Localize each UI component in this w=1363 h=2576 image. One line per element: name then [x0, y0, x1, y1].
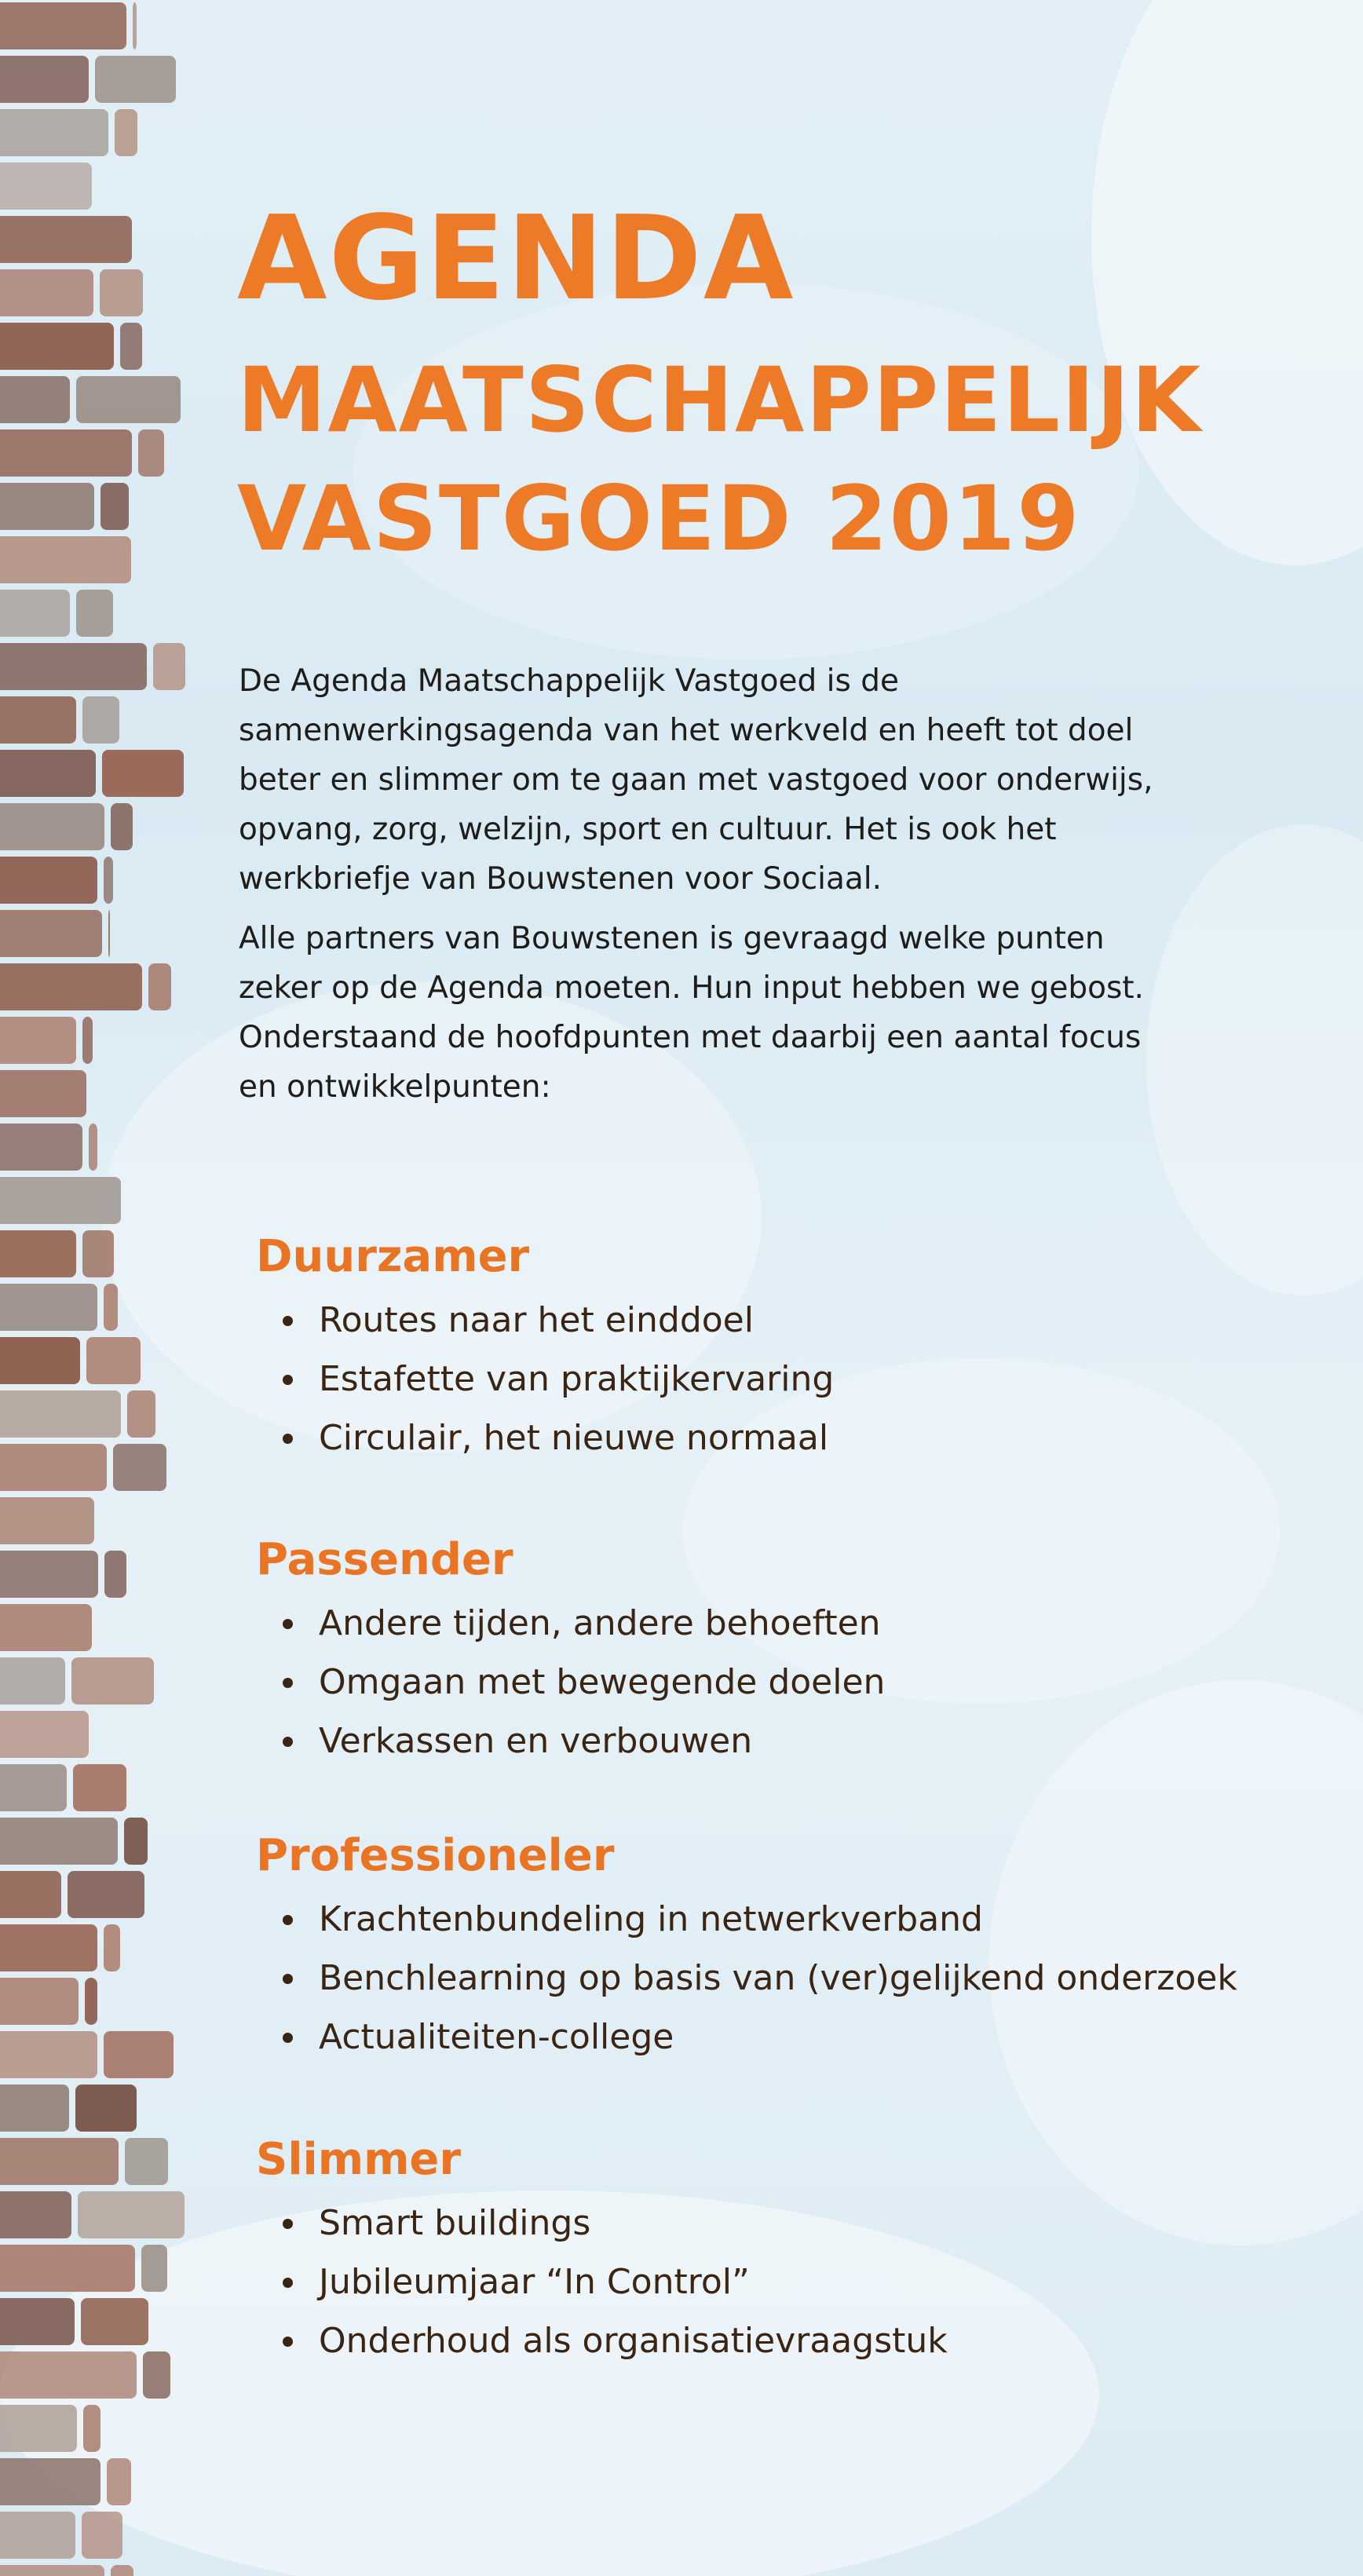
brick: [0, 1177, 121, 1224]
list-item: Benchlearning op basis van (ver)gelijkend onderzoek: [278, 1949, 1237, 2008]
brick: [111, 2565, 133, 2576]
brick: [0, 1444, 107, 1491]
brick: [0, 2085, 69, 2132]
brick: [95, 56, 176, 103]
list-item: Krachtenbundeling in netwerkverband: [278, 1890, 1237, 1949]
brick: [138, 429, 164, 477]
brick: [78, 2191, 185, 2238]
title-line-maatschappelijk: MAATSCHAPPELIJK: [237, 348, 1203, 452]
brick: [0, 2458, 100, 2505]
brick: [0, 643, 147, 690]
brick: [89, 1124, 97, 1171]
brick: [0, 536, 131, 583]
brick: [0, 2031, 97, 2078]
brick: [104, 857, 113, 904]
bullet-list: [256, 1890, 1237, 2066]
brick: [125, 2138, 168, 2185]
brick: [0, 910, 102, 957]
brick: [107, 2458, 131, 2505]
title-line-vastgoed: VASTGOED 2019: [237, 466, 1081, 571]
brick: [83, 2405, 100, 2452]
brick: [104, 1284, 118, 1331]
section-heading: Passender: [256, 1534, 513, 1585]
intro-paragraph-1: De Agenda Maatschappelijk Vastgoed is de samenwerkingsagenda van het werkveld en heeft tot doel beter en slimmer om te gaan met vastgoed voor onderwijs, opvang, zorg, welzijn, sport en cultuur. Het is ook het werkbriefje van Bouwstenen voor Sociaal.: [239, 663, 1153, 897]
section-heading: Duurzamer: [256, 1231, 530, 1282]
brick: [0, 1284, 97, 1331]
brick: [104, 2031, 174, 2078]
list-item: Andere tijden, andere behoeften: [278, 1594, 885, 1653]
brick: [0, 1978, 79, 2025]
brick: [0, 1230, 76, 1277]
brick: [0, 2565, 104, 2576]
list-item: Onderhoud als organisatievraagstuk: [278, 2311, 948, 2370]
brick: [0, 1924, 97, 1971]
brick: [141, 2245, 167, 2292]
brick: [0, 1551, 98, 1598]
brick: [108, 910, 110, 957]
brick: [0, 1337, 80, 1384]
brick: [0, 2191, 71, 2238]
brick: [148, 963, 171, 1010]
section-duurzamer: [256, 1230, 834, 1467]
brick: [71, 1657, 154, 1705]
brick: [0, 429, 132, 477]
brick: [0, 376, 70, 423]
brick: [82, 2512, 122, 2559]
brick: [75, 2085, 137, 2132]
brick: [0, 750, 96, 797]
brick: [102, 750, 184, 797]
brick: [0, 1818, 118, 1865]
title-line-agenda: AGENDA: [237, 191, 795, 326]
brick: [133, 2, 137, 49]
brick: [76, 376, 181, 423]
page-title: [237, 191, 1203, 571]
brick: [86, 1337, 141, 1384]
brick: [0, 696, 76, 744]
brick: [0, 1390, 121, 1438]
brick: [0, 963, 142, 1010]
brick: [120, 323, 142, 370]
section-professioneler: [256, 1829, 1237, 2066]
bullet-list: [256, 1291, 834, 1467]
brick: [68, 1871, 144, 1918]
brick: [113, 1444, 166, 1491]
brick: [0, 2512, 75, 2559]
brick: [153, 643, 185, 690]
brick: [0, 2245, 135, 2292]
brick: [111, 803, 133, 850]
brick: [127, 1390, 155, 1438]
brick: [0, 483, 94, 530]
brick: [124, 1818, 148, 1865]
brick: [0, 2351, 137, 2399]
list-item: Jubileumjaar “In Control”: [278, 2253, 948, 2311]
brick: [104, 1551, 126, 1598]
intro-paragraph-2: Alle partners van Bouwstenen is gevraagd welke punten zeker op de Agenda moeten. Hun input hebben we gebost. Onderstaand de hoofdpunten met daarbij een aantal focus en ontwikkelpunten:: [239, 921, 1144, 1105]
brick: [0, 163, 92, 210]
brick-wall-image: [0, 0, 267, 2576]
brick: [104, 1924, 120, 1971]
brick: [0, 2138, 119, 2185]
bullet-list: [256, 2194, 948, 2370]
brick: [0, 2298, 75, 2345]
brick: [115, 109, 137, 156]
brick: [0, 323, 114, 370]
brick: [100, 483, 129, 530]
section-passender: [256, 1533, 885, 1770]
brick: [85, 1978, 97, 2025]
list-item: Estafette van praktijkervaring: [278, 1350, 834, 1409]
brick: [0, 1711, 89, 1758]
brick: [0, 269, 93, 316]
intro-text: [239, 656, 1181, 1112]
brick: [0, 1604, 92, 1651]
brick: [0, 216, 132, 263]
list-item: Actualiteiten-college: [278, 2008, 1237, 2066]
brick: [0, 1017, 76, 1064]
brick: [0, 803, 104, 850]
brick: [0, 1657, 65, 1705]
brick: [0, 857, 97, 904]
list-item: Routes naar het einddoel: [278, 1291, 834, 1350]
brick: [100, 269, 143, 316]
brick: [0, 2405, 77, 2452]
list-item: Circulair, het nieuwe normaal: [278, 1409, 834, 1467]
section-slimmer: [256, 2132, 948, 2370]
brick: [0, 1871, 61, 1918]
brick: [0, 56, 89, 103]
brick: [0, 1124, 82, 1171]
list-item: Omgaan met bewegende doelen: [278, 1653, 885, 1712]
brick: [0, 590, 70, 637]
brick: [0, 109, 108, 156]
brick: [143, 2351, 170, 2399]
brick: [0, 1497, 94, 1544]
section-heading: Professioneler: [256, 1830, 615, 1881]
bullet-list: [256, 1594, 885, 1770]
brick: [0, 1764, 67, 1811]
brick: [82, 1230, 114, 1277]
brick: [81, 2298, 148, 2345]
list-item: Verkassen en verbouwen: [278, 1712, 885, 1770]
brick: [0, 1070, 86, 1117]
list-item: Smart buildings: [278, 2194, 948, 2253]
brick: [82, 1017, 93, 1064]
brick: [82, 696, 119, 744]
section-heading: Slimmer: [256, 2134, 462, 2185]
brick: [76, 590, 113, 637]
brick: [73, 1764, 126, 1811]
brick: [0, 2, 126, 49]
